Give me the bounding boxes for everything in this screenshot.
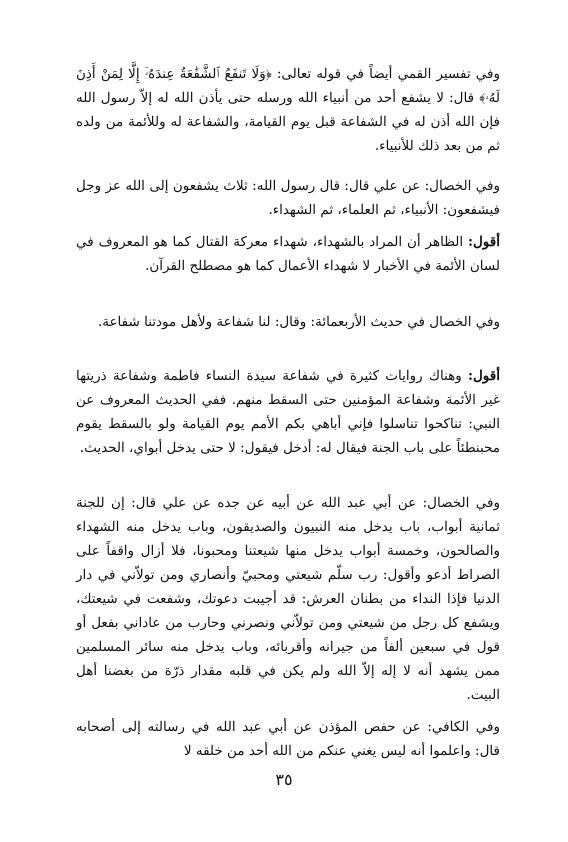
paragraph-commentary-martyrs (76, 230, 500, 278)
paragraph-text: الظاهر أن المراد بالشهداء، شهداء معركة القتال كما هو المعروف في لسان الأئمة في الأخبار لا شهداء الأعمال كما هو مصطلح القرآن. (76, 234, 500, 274)
paragraph-khisal-400 (76, 310, 500, 334)
paragraph-lead: أقول: (468, 368, 500, 384)
paragraph-text: وفي الخصال: عن علي قال: قال رسول الله: ثلاث يشفعون إلى الله عز وجل فيشفعون: الأنبياء، ثم العلماء، ثم الشهداء. (76, 178, 500, 218)
paragraph-text: وفي الكافي: عن حفص المؤذن عن أبي عبد الله في رسالته إلى أصحابه قال: واعلموا أنه ليس يغني عنكم من الله أحد من خلقه لا (76, 719, 500, 759)
paragraph-khisal-three-intercessors (76, 174, 500, 222)
paragraph-text: وهناك روايات كثيرة في شفاعة سيدة النساء فاطمة وشفاعة ذريتها غير الأئمة وشفاعة المؤمنين حتى السقط منهم. ففي الحديث المعروف عن النبي: تناكحوا تناسلوا فإني أباهي بكم الأمم يوم القيامة ولو بالسقط يقوم محبنطئاً على باب الجنة فيقال له: أدخل فيقول: لا حتى يدخل أبواي، الحديث. (76, 368, 500, 456)
paragraph-lead: أقول: (468, 234, 500, 250)
paragraph-kafi-hafs (76, 715, 500, 763)
paragraph-tafsir-qummi (76, 62, 500, 158)
paragraph-commentary-fatima (76, 364, 500, 460)
page-number: ٣٥ (275, 770, 293, 789)
paragraph-text: وفي تفسير القمي أيضاً في قوله تعالى: ﴿وَلَا تَنفَعُ ٱلشَّفَٰعَةُ عِندَهُۥٓ إِلَّا لِمَنْ أَذِنَ لَهُۥ﴾ قال: لا يشفع أحد من أنبياء الله ورسله حتى يأذن الله له إلاّ رسول الله فإن الله أذن له في الشفاعة قبل يوم القيامة، والشفاعة له وللأئمة من ولده ثم من بعد ذلك للأنبياء. (76, 66, 500, 154)
paragraph-text: وفي الخصال في حديث الأربعمائة: وقال: لنا شفاعة ولأهل مودتنا شفاعة. (97, 314, 500, 330)
paragraph-khisal-eight-gates (76, 491, 500, 707)
paragraph-text: وفي الخصال: عن أبي عبد الله عن أبيه عن جده عن علي قال: إن للجنة ثمانية أبواب، باب يدخل منه النبيون والصديقون، وباب يدخل منه الشهداء والصالحون، وخمسة أبواب يدخل منها شيعتنا ومحبونا، فلا أزال واقفاً على الصراط أدعو وأقول: رب سلّم شيعتي ومحبيّ وأنصاري ومن تولاّني في دار الدنيا فإذا النداء من بطنان العرش: قد أجيبت دعوتك، وشفعت في شيعتك، ويشفع كل رجل من شيعتي ومن تولاّني ونصرني وحارب من عاداني بفعل أو قول في سبعين ألفاً من جيرانه وأقربائه، وباب يدخل منه سائر المسلمين ممن يشهد أنه لا إله إلاّ الله ولم يكن في قلبه مقدار ذرّة من بغضنا أهل البيت. (76, 495, 500, 703)
